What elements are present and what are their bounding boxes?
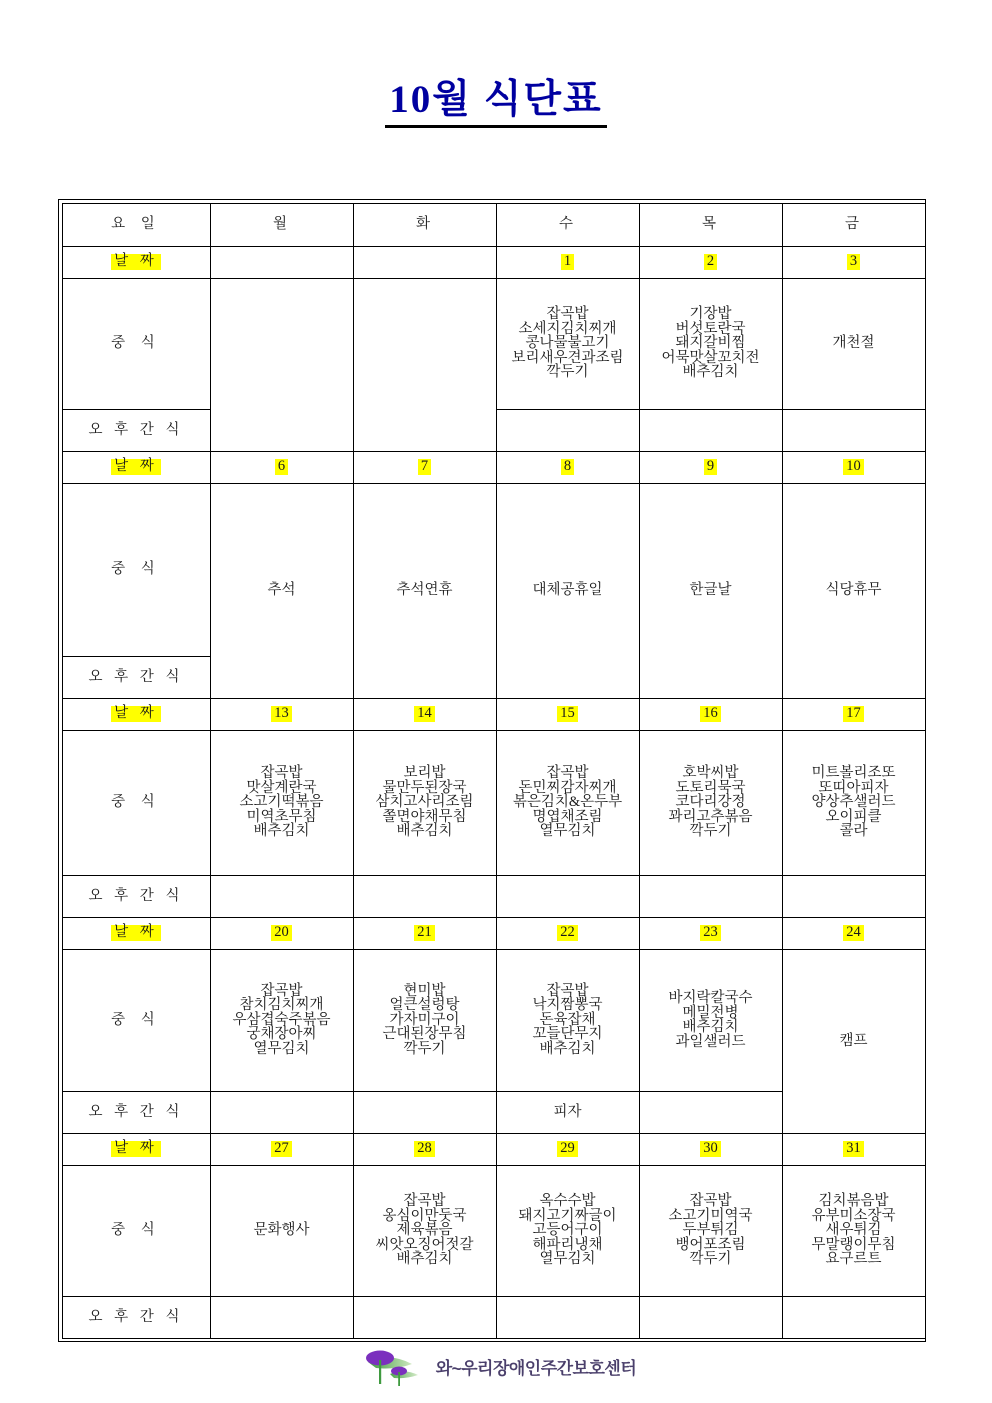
snack-cell (496, 1296, 639, 1338)
special-day-cell (782, 278, 925, 409)
lunch-menu-cell (210, 278, 353, 451)
date-number: 6 (275, 459, 288, 475)
date-cell (496, 698, 639, 730)
snack-cell (639, 875, 782, 917)
date-cell (782, 1133, 925, 1165)
menu-item: 과일샐러드 (675, 1033, 746, 1050)
header-day-2: 화 (353, 203, 496, 246)
lunch-row-label: 중 식 (62, 1165, 210, 1296)
menu-item: 잡곡밥 (260, 982, 303, 999)
menu-item: 보리새우견과조림 (511, 349, 624, 366)
snack-cell (210, 1091, 353, 1133)
date-cell (210, 451, 353, 483)
menu-table-body (62, 203, 925, 1338)
menu-item: 또띠아피자 (818, 779, 889, 796)
menu-item: 쫄면야채무침 (382, 808, 467, 825)
date-row (62, 1133, 925, 1165)
date-number: 16 (700, 706, 721, 722)
tree-logo-icon (356, 1344, 430, 1388)
menu-item: 미역초무침 (246, 808, 317, 825)
date-cell (639, 246, 782, 278)
menu-item: 제육볶음 (396, 1222, 453, 1239)
menu-item: 도토리묵국 (675, 779, 746, 796)
menu-item: 배추김치 (396, 1251, 453, 1268)
menu-item: 보리밥 (403, 765, 446, 782)
date-number: 9 (704, 459, 717, 475)
date-cell (353, 698, 496, 730)
lunch-menu-cell (496, 949, 639, 1091)
menu-item: 궁채장아찌 (246, 1026, 317, 1043)
date-row-label (62, 917, 210, 949)
date-number: 1 (561, 254, 574, 270)
date-cell (496, 451, 639, 483)
snack-cell (210, 1296, 353, 1338)
lunch-menu-cell (639, 278, 782, 409)
menu-item: 깍두기 (403, 1040, 446, 1057)
date-label-highlight: 날 짜 (111, 1141, 161, 1157)
lunch-row (62, 483, 925, 656)
menu-item: 참치김치찌개 (239, 997, 324, 1014)
snack-row-label: 오 후 간 식 (62, 409, 210, 451)
header-day-3: 수 (496, 203, 639, 246)
snack-row (62, 1296, 925, 1338)
date-cell (496, 1133, 639, 1165)
date-row (62, 698, 925, 730)
date-row-label (62, 1133, 210, 1165)
menu-item: 얼큰설렁탕 (389, 997, 460, 1014)
snack-cell (639, 409, 782, 451)
date-number: 30 (700, 1141, 721, 1157)
snack-cell: 피자 (496, 1091, 639, 1133)
menu-item: 가자미구이 (389, 1011, 460, 1028)
lunch-menu-cell (639, 1165, 782, 1296)
snack-cell (639, 1296, 782, 1338)
date-row (62, 246, 925, 278)
lunch-row-label: 중 식 (62, 483, 210, 656)
date-cell (496, 246, 639, 278)
menu-item: 고등어구이 (532, 1222, 603, 1239)
menu-item: 배추김치 (396, 823, 453, 840)
menu-item: 메밀전병 (682, 1004, 739, 1021)
date-number: 10 (843, 459, 864, 475)
date-cell (639, 451, 782, 483)
snack-cell (353, 875, 496, 917)
lunch-menu-cell (639, 949, 782, 1091)
date-row (62, 917, 925, 949)
menu-item: 볶은김치&온두부 (512, 794, 623, 811)
date-number: 2 (704, 254, 717, 270)
snack-cell (496, 875, 639, 917)
special-day-cell (782, 483, 925, 698)
lunch-menu-cell (496, 1165, 639, 1296)
menu-item: 배추김치 (682, 1019, 739, 1035)
menu-item: 소고기미역국 (668, 1207, 753, 1224)
date-number: 13 (271, 706, 292, 722)
date-cell (639, 698, 782, 730)
table-header-row (62, 203, 925, 246)
lunch-menu-cell (353, 730, 496, 875)
date-cell (353, 451, 496, 483)
menu-item: 두부튀김 (682, 1222, 739, 1239)
menu-item: 깍두기 (546, 364, 589, 381)
page-title: 10월 식단표 (385, 78, 606, 128)
date-number: 27 (271, 1141, 292, 1157)
menu-item: 무말랭이무침 (811, 1236, 896, 1253)
menu-item: 옥수수밥 (539, 1193, 596, 1210)
date-label-highlight: 날 짜 (111, 254, 161, 270)
special-day-cell (210, 483, 353, 698)
menu-item: 배추김치 (253, 823, 310, 840)
menu-item: 양상추샐러드 (811, 794, 896, 811)
lunch-row (62, 949, 925, 1091)
menu-item: 맛살계란국 (246, 779, 317, 796)
header-row-label: 요 일 (62, 203, 210, 246)
date-cell (639, 1133, 782, 1165)
menu-item: 요구르트 (825, 1251, 882, 1268)
menu-item: 열무김치 (253, 1040, 310, 1057)
menu-item: 소세지김치찌개 (518, 320, 617, 337)
date-number: 3 (847, 254, 860, 270)
date-number: 14 (414, 706, 435, 722)
header-day-4: 목 (639, 203, 782, 246)
snack-cell (210, 875, 353, 917)
special-day-cell (210, 1165, 353, 1296)
date-number: 7 (418, 459, 431, 475)
special-day-cell (353, 483, 496, 698)
menu-item: 현미밥 (403, 982, 446, 999)
menu-item: 씨앗오징어젓갈 (375, 1236, 474, 1253)
snack-cell (353, 1296, 496, 1338)
lunch-menu-cell (782, 730, 925, 875)
date-number: 21 (414, 925, 435, 941)
date-row-label (62, 246, 210, 278)
menu-item: 잡곡밥 (403, 1193, 446, 1210)
menu-item: 잡곡밥 (689, 1193, 732, 1210)
title-area (0, 0, 992, 138)
date-number: 20 (271, 925, 292, 941)
lunch-menu-cell (639, 730, 782, 875)
date-cell (782, 246, 925, 278)
menu-item: 배추김치 (682, 364, 739, 381)
monthly-menu-table (62, 203, 926, 1339)
date-label-highlight: 날 짜 (111, 459, 161, 475)
lunch-row (62, 278, 925, 409)
lunch-row-label: 중 식 (62, 730, 210, 875)
menu-item: 문화행사 (253, 1222, 310, 1239)
date-cell (210, 246, 353, 278)
snack-cell (782, 409, 925, 451)
special-day-cell (496, 483, 639, 698)
menu-item: 근대된장무침 (382, 1026, 467, 1043)
menu-item: 돼지갈비찜 (675, 335, 746, 352)
menu-item: 캠프 (839, 1032, 868, 1049)
snack-cell (639, 1091, 782, 1133)
lunch-menu-cell (782, 1165, 925, 1296)
snack-row-label: 오 후 간 식 (62, 1091, 210, 1133)
date-number: 22 (557, 925, 578, 941)
menu-item: 김치볶음밥 (818, 1193, 889, 1210)
menu-item: 돼지고기짜글이 (518, 1207, 617, 1224)
menu-item: 콩나물불고기 (525, 335, 610, 352)
menu-item: 식당휴무 (825, 582, 882, 599)
menu-item: 추석연휴 (396, 582, 453, 599)
menu-item: 개천절 (832, 335, 875, 352)
date-cell (210, 1133, 353, 1165)
date-cell (639, 917, 782, 949)
lunch-menu-cell (353, 278, 496, 451)
menu-table-frame (58, 199, 926, 1342)
date-cell (496, 917, 639, 949)
date-number: 31 (843, 1141, 864, 1157)
snack-cell (353, 1091, 496, 1133)
date-cell (210, 698, 353, 730)
date-number: 29 (557, 1141, 578, 1157)
menu-item: 호박씨밥 (682, 765, 739, 782)
menu-item: 추석 (267, 582, 296, 599)
menu-item: 코다리강정 (675, 794, 746, 811)
menu-item: 깍두기 (689, 1251, 732, 1268)
menu-item: 잡곡밥 (546, 306, 589, 323)
menu-item: 잡곡밥 (546, 982, 589, 999)
menu-item: 열무김치 (539, 823, 596, 840)
lunch-row (62, 1165, 925, 1296)
special-day-cell (639, 483, 782, 698)
menu-item: 옹심이만둣국 (382, 1207, 467, 1224)
snack-row-label: 오 후 간 식 (62, 1296, 210, 1338)
menu-item: 우삼겹숙주볶음 (232, 1011, 331, 1028)
date-number: 15 (557, 706, 578, 722)
menu-item: 어묵맛살꼬치전 (661, 349, 760, 366)
menu-item: 뱅어포조림 (675, 1236, 746, 1253)
menu-item: 대체공휴일 (532, 582, 603, 599)
menu-item: 돈민찌감자찌개 (518, 779, 617, 796)
lunch-menu-cell (210, 949, 353, 1091)
snack-cell (496, 409, 639, 451)
date-cell (353, 1133, 496, 1165)
date-number: 23 (700, 925, 721, 941)
date-row (62, 451, 925, 483)
date-number: 24 (843, 925, 864, 941)
snack-row (62, 875, 925, 917)
menu-item: 명엽채조림 (532, 808, 603, 825)
snack-row-label: 오 후 간 식 (62, 656, 210, 698)
menu-item: 잡곡밥 (260, 765, 303, 782)
menu-item: 물만두된장국 (382, 779, 467, 796)
date-cell (210, 917, 353, 949)
menu-item: 배추김치 (539, 1040, 596, 1057)
menu-item: 바지락칼국수 (668, 990, 753, 1006)
menu-item: 꼬들단무지 (532, 1026, 603, 1043)
menu-item: 유부미소장국 (811, 1207, 896, 1224)
lunch-menu-cell (353, 1165, 496, 1296)
menu-item: 깍두기 (689, 823, 732, 840)
lunch-menu-cell (210, 730, 353, 875)
date-cell (353, 917, 496, 949)
date-cell (782, 451, 925, 483)
special-day-cell (782, 949, 925, 1133)
snack-cell (782, 1296, 925, 1338)
menu-item: 한글날 (689, 582, 732, 599)
date-label-highlight: 날 짜 (111, 925, 161, 941)
footer (0, 1344, 992, 1388)
date-cell (782, 698, 925, 730)
date-number: 8 (561, 459, 574, 475)
snack-cell (782, 875, 925, 917)
lunch-row-label: 중 식 (62, 278, 210, 409)
date-cell (353, 246, 496, 278)
menu-item: 낙지짬뽕국 (532, 997, 603, 1014)
menu-item: 잡곡밥 (546, 765, 589, 782)
menu-item: 미트볼리조또 (811, 765, 896, 782)
menu-item: 소고기떡볶음 (239, 794, 324, 811)
date-row-label (62, 698, 210, 730)
lunch-menu-cell (353, 949, 496, 1091)
menu-item: 콜라 (839, 823, 868, 840)
menu-item: 기장밥 (689, 306, 732, 323)
date-number: 17 (843, 706, 864, 722)
menu-item: 새우튀김 (825, 1222, 882, 1239)
menu-item: 꽈리고추볶음 (668, 808, 753, 825)
header-day-1: 월 (210, 203, 353, 246)
menu-item: 돈육잡채 (539, 1011, 596, 1028)
lunch-row-label: 중 식 (62, 949, 210, 1091)
lunch-row (62, 730, 925, 875)
header-day-5: 금 (782, 203, 925, 246)
menu-item: 해파리냉채 (532, 1236, 603, 1253)
menu-item: 버섯토란국 (675, 320, 746, 337)
organization-name: 와~우리장애인주간보호센터 (435, 1358, 637, 1378)
date-label-highlight: 날 짜 (111, 706, 161, 722)
date-cell (782, 917, 925, 949)
date-row-label (62, 451, 210, 483)
snack-row-label: 오 후 간 식 (62, 875, 210, 917)
lunch-menu-cell (496, 278, 639, 409)
lunch-menu-cell (496, 730, 639, 875)
menu-item: 열무김치 (539, 1251, 596, 1268)
menu-item: 오이피클 (825, 808, 882, 825)
date-number: 28 (414, 1141, 435, 1157)
menu-item: 삼치고사리조림 (375, 794, 474, 811)
